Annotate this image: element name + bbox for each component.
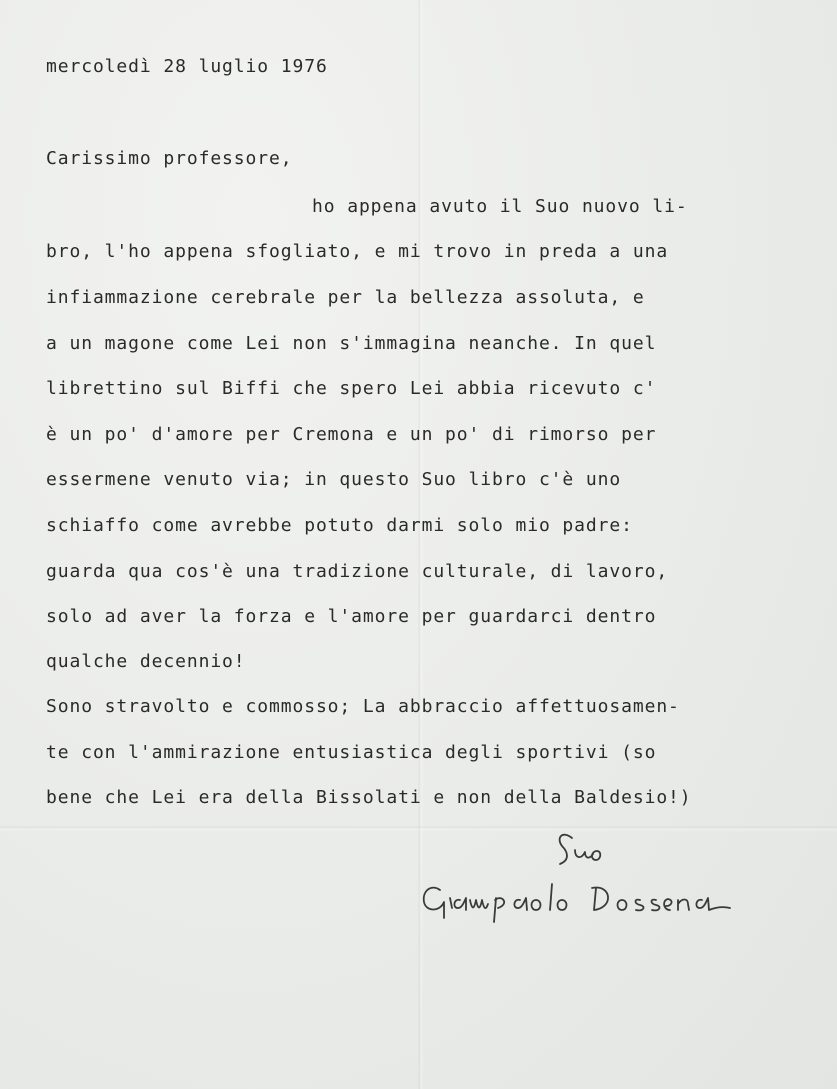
letter-body-line: a un magone come Lei non s'immagina neanche. In quel [46, 333, 657, 354]
letter-body-line: librettino sul Biffi che spero Lei abbia ricevuto c' [46, 378, 657, 399]
letter-body-line: solo ad aver la forza e l'amore per guardarci dentro [46, 606, 657, 627]
letter-body-line: è un po' d'amore per Cremona e un po' di rimorso per [46, 424, 657, 445]
letter-body-line: qualche decennio! [46, 651, 246, 672]
letter-date: mercoledì 28 luglio 1976 [46, 56, 328, 77]
letter-body-line: Sono stravolto e commosso; La abbraccio affettuosamen- [46, 696, 680, 717]
letter-body-line: essermene venuto via; in questo Suo libro c'è uno [46, 469, 622, 490]
letter-body-line: bro, l'ho appena sfogliato, e mi trovo in preda a una [46, 241, 669, 262]
letter-body-line: schiaffo come avrebbe potuto darmi solo mio padre: [46, 515, 633, 536]
letter-body-line: te con l'ammirazione entusiastica degli sportivi (so [46, 742, 657, 763]
letter-salutation: Carissimo professore, [46, 148, 293, 169]
letter-body-line: bene che Lei era della Bissolati e non della Baldesio!) [46, 787, 692, 808]
letter-body-line: infiammazione cerebrale per la bellezza assoluta, e [46, 287, 645, 308]
letter-body-line: ho appena avuto il Suo nuovo li- [312, 196, 688, 217]
letter-body-line: guarda qua cos'è una tradizione culturale, di lavoro, [46, 561, 669, 582]
